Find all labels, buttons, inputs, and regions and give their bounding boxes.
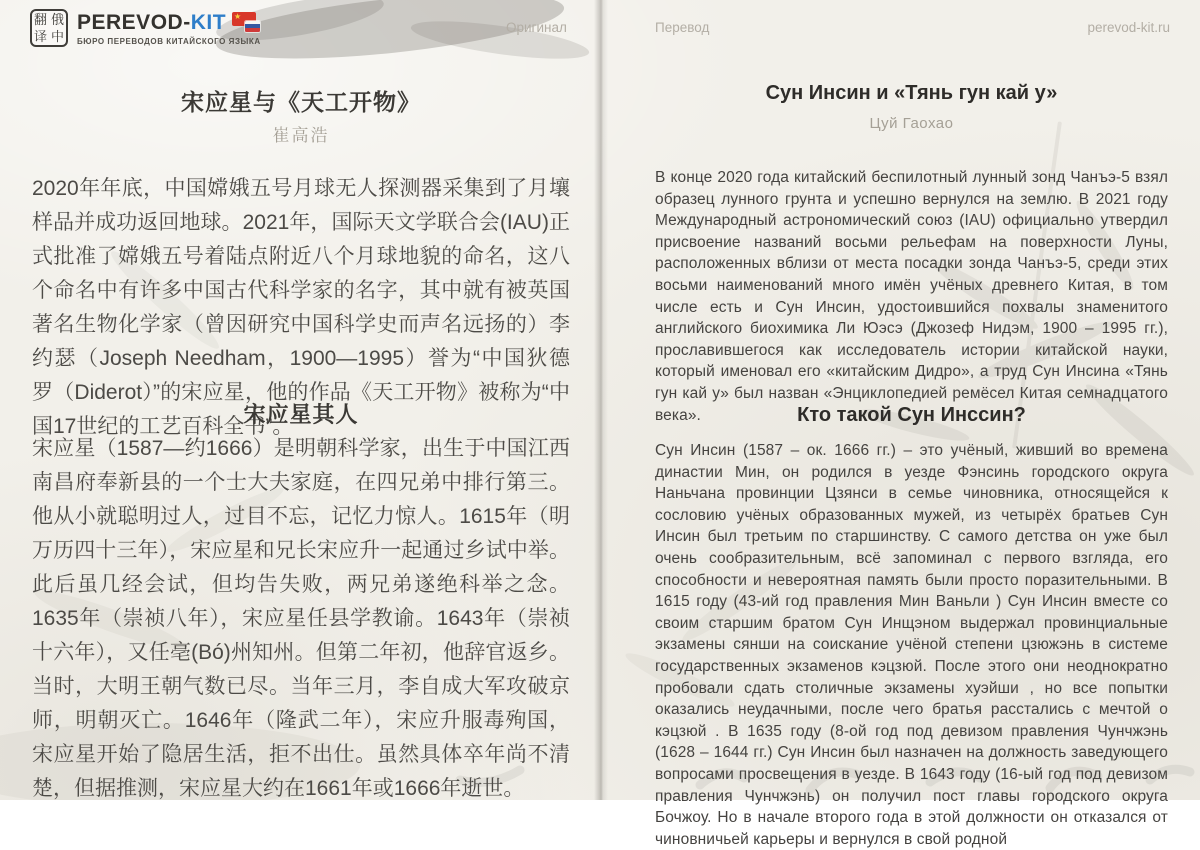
site-logo[interactable] (30, 9, 264, 47)
label-translation: Перевод (655, 20, 710, 35)
translation-author: Цуй Гаохао (869, 115, 954, 132)
brand-primary: PEREVOD- (77, 10, 191, 34)
russia-flag-icon (245, 21, 260, 32)
original-paragraph-2: 宋应星（1587—约1666）是明朝科学家，出生于中国江西南昌府奉新县的一个士大夫家庭，在四兄弟中排行第三。他从小就聪明过人，过目不忘，记忆力惊人。1615年（明万历四十三年），宋应星和兄长宋应升一起通过乡试中举。此后虽几经会试，但均告失败，两兄弟遂绝科举之念。1635年（崇祯八年），宋应星任县学教谕。1643年（崇祯十六年），又任亳(Bó)州知州。但第二年初，他辞官返乡。当时，大明王朝气数已尽。当年三月，李自成大军攻破京师，明朝灭亡。1646年（隆武二年），宋应升服毒殉国，宋应星开始了隐居生活，拒不出仕。虽然具体卒年尚不清楚，但据推测，宋应星大约在1661年或1666年逝世。 (32, 437, 570, 800)
china-flag-star: ★ (234, 11, 242, 21)
original-section-heading: 宋应星其人 (243, 402, 359, 427)
brand-name (77, 11, 226, 35)
seal-char: 俄 (50, 12, 64, 27)
seal-char: 中 (50, 29, 64, 44)
original-author: 崔高浩 (272, 126, 330, 145)
page-seam-divider (594, 0, 608, 800)
label-original: Оригинал (506, 20, 567, 35)
logo-seal-icon (30, 9, 68, 47)
logo-tagline: БЮРО ПЕРЕВОДОВ КИТАЙСКОГО ЯЗЫКА (77, 36, 261, 46)
original-title: 宋应星与《天工开物》 (181, 89, 421, 115)
translation-section-heading: Кто такой Сун Инссин? (797, 404, 1026, 426)
seal-char: 翻 (33, 12, 47, 27)
translation-paragraph-1: В конце 2020 года китайский беспилотный лунный зонд Чанъэ-5 взял образец лунного грунта и успешно вернулся на землю. В 2021 году Международный астрономический союз (IAU) официально утвердил присвоение названий восьми рельефам на поверхности Луны, расположенных вблизи от места посадки зонда Чанъэ-5, среди этих восьми наименований много имён учёных древнего Китая, в том числе есть и Сун Инсин, удостоившийся похвалы знаменитого английского биохимика Ли Юэсэ (Джозеф Нидэм, 1900 – 1995 гг.), прославившегося как исследователь истории китайской науки, который именовал его «китайским Дидро», а труд Сун Инсина «Тянь гун кай у» был назван «Энциклопедией ремёсел Китая семнадцатого века». (655, 169, 1168, 424)
original-paragraph-1: 2020年年底，中国嫦娥五号月球无人探测器采集到了月壤样品并成功返回地球。2021年，国际天文学联合会(IAU)正式批准了嫦娥五号着陆点附近八个月球地貌的命名，这八个命名中有许多中国古代科学家的名字，其中就有被英国著名生物化学家（曾因研究中国科学史而声名远扬的）李约瑟（Joseph Needham，1900—1995）誉为“中国狄德罗（Diderot）”的宋应星，他的作品《天工开物》被称为“中国17世纪的工艺百科全书”。 (32, 177, 570, 438)
logo-text-block (77, 11, 264, 46)
seal-char: 译 (33, 29, 47, 44)
brand-accent: KIT (190, 10, 227, 34)
translation-paragraph-2: Сун Инсин (1587 – ок. 1666 гг.) – это учёный, живший во времена династии Мин, он родился в уезде Фэнсинь городского округа Наньчана провинции Цзянси в семье чиновника, относящейся к сословию учёных образованных мужей, из четырёх братьев Сун Инсин был третьим по старшинству. С самого детства он уже был очень сообразительным, всё запоминал с первого взгляда, его способности и невероятная память были просто поразительными. В 1615 году (43-ий год правления Мин Ваньли ) Сун Инсин вместе со своим старшим братом Сун Инщэном выдержал провинциальные экзамены сянши на соискание учёной степени цзюжэнь в системе государственных экзаменов кэцзюй. После этого они неоднократно пробовали сдать столичные экзамены хуэйши , но все попытки оказались неудачными, после чего братья расстались с мечтой о кэцзюй . В 1635 году (8-ой год под девизом правления Чунчжэнь (1628 – 1644 гг.) Сун Инсин был назначен на должность заведующего вопросами просвещения в уезде. В 1643 году (16-ый год под девизом правления Чунчжэнь) он получил пост главы городского округа Бочжоу. Но в начале второго года в этой должности он отказался от чиновничьей карьеры и вернулся в свой родной (655, 442, 1168, 848)
flags-icon (232, 12, 264, 34)
site-url-link[interactable]: perevod-kit.ru (1087, 20, 1170, 35)
translation-title: Сун Инсин и «Тянь гун кай у» (765, 82, 1058, 104)
